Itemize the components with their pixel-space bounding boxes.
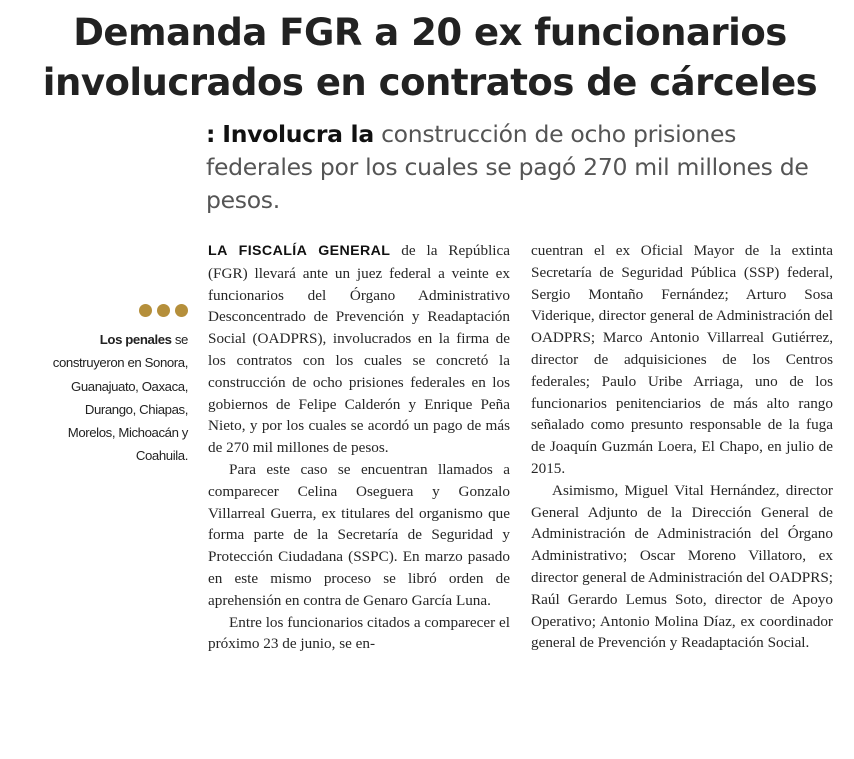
sidebar-lead: Los penales — [99, 332, 172, 347]
subhead-lead: Involucra la — [222, 120, 374, 148]
subhead-rest: construcción de ocho prisiones federales por los cuales se pagó 270 mil millones de pesos. — [206, 120, 809, 214]
accent-dots-icon — [50, 304, 188, 318]
accent-dot — [157, 304, 170, 317]
article-paragraph-1-text: de la República (FGR) llevará ante un juez federal a veinte ex funcionarios del Órgano Administrativo Desconcentrado de Prevención y Readaptación Social (OADPRS), involucrados en la firma de los contratos con los cuales se concretó la construcción de ocho prisiones federales en los gobiernos de Felipe Calderón y Enrique Peña Nieto, y por los cuales se acordó un pago de más de 270 mil millones de pesos. — [208, 242, 511, 457]
article-paragraph-4: Asimismo, Miguel Vital Hernández, director General Adjunto de la Dirección General de Administración de Administración del Órgano Administrativo; Oscar Moreno Villatoro, ex director general de Administración del OADPRS; Raúl Gerardo Lemus Soto, director de Apoyo Operativo; Antonio Molina Díaz, ex coordinador general de Prevención y Readaptación Social. — [531, 481, 833, 652]
accent-dot — [175, 304, 188, 317]
article-column-2 — [531, 240, 833, 654]
sidebar-text — [50, 328, 188, 468]
headline: Demanda FGR a 20 ex funcionarios involucrados en contratos de cárceles — [42, 11, 818, 104]
article-paragraph-3-cont: cuentran el ex Oficial Mayor de la extinta Secretaría de Seguridad Pública (SSP) federal, Sergio Montaño Fernández; Arturo Sosa Viderique, director general de Administración del OADPRS; Marco Antonio Villarreal Gutiérrez, director de adquisiciones de los Centros federales; Paulo Uribe Arriaga, uno de los funcionarios penitenciarios de más alto rango señalado como presunto responsable de la fuga de Joaquín Guzmán Loera, El Chapo, en julio de 2015. — [531, 242, 833, 477]
article-paragraph-2: Para este caso se encuentran llamados a comparecer Celina Oseguera y Gonzalo Villarreal Guerra, ex titulares del organismo que forma parte de la Secretaría de Seguridad y Protección Ciudadana (SSPC). En marzo pasado en este mismo proceso se libró orden de aprehensión en contra de Genaro García Luna. — [208, 460, 510, 609]
sidebar-note — [50, 304, 188, 468]
article-paragraph-1 — [208, 240, 510, 459]
sidebar-rest: se construyeron en Sonora, Guanajuato, Oaxaca, Durango, Chiapas, Morelos, Michoacán y Coahuila. — [52, 332, 188, 464]
article-paragraph-3-start: Entre los funcionarios citados a comparecer el próximo 23 de junio, se en- — [208, 613, 510, 653]
subhead — [206, 118, 831, 217]
article-column-1 — [208, 240, 510, 655]
subhead-bullet: : — [206, 120, 216, 148]
article-lead-caps: LA FISCALÍA GENERAL — [208, 243, 391, 259]
accent-dot — [139, 304, 152, 317]
